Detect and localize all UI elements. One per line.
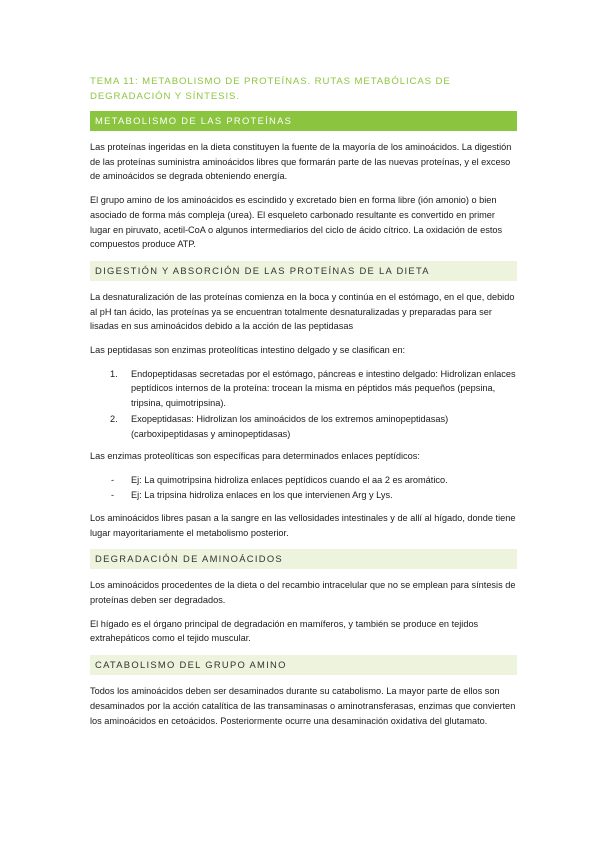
- document-title: TEMA 11: METABOLISMO DE PROTEÍNAS. RUTAS METABÓLICAS DE DEGRADACIÓN Y SÍNTESIS.: [90, 76, 451, 102]
- list-dash: -: [111, 474, 115, 485]
- list-item: [110, 412, 517, 441]
- dash-list: [90, 473, 517, 503]
- section-heading-metabolismo: METABOLISMO DE LAS PROTEÍNAS: [90, 111, 517, 131]
- numbered-list: [90, 367, 517, 442]
- paragraph: El grupo amino de los aminoácidos es escindido y excretado bien en forma libre (ión amonio) o bien asociado de forma más compleja (urea). El esqueleto carbonado resultante es convertido en primer lugar en piruvato, acetil-CoA o algunos intermediarios del ciclo de ácido cítrico. La oxidación de estos compuestos produce ATP.: [90, 195, 503, 250]
- paragraph: Todos los aminoácidos deben ser desaminados durante su catabolismo. La mayor parte de ellos son desaminados por la acción catalítica de las transaminasas o aminotransferasas, enzimas que convierten los aminoácidos en cetoácidos. Posteriormente ocurre una desaminación oxidativa del glutamato.: [90, 686, 516, 726]
- paragraph: Las peptidasas son enzimas proteolíticas intestino delgado y se clasifican en:: [90, 345, 406, 356]
- list-item-text: Exopeptidasas: Hidrolizan los aminoácidos de los extremos aminopeptidasas) (carboxipeptidasas y aminopeptidasas): [131, 413, 449, 439]
- list-item: [110, 473, 517, 488]
- list-item: [110, 488, 517, 503]
- list-number: 1.: [110, 368, 118, 379]
- list-item-text: Ej: La tripsina hidroliza enlaces en los que intervienen Arg y Lys.: [131, 489, 393, 500]
- paragraph: Las enzimas proteolíticas son específicas para determinados enlaces peptídicos:: [90, 451, 420, 462]
- paragraph: Los aminoácidos libres pasan a la sangre en las vellosidades intestinales y de allí al hígado, donde tiene lugar mayoritariamente el metabolismo posterior.: [90, 512, 516, 538]
- list-item-text: Endopeptidasas secretadas por el estómago, páncreas e intestino delgado: Hidrolizan enlaces peptídicos internos de la proteína: trocean la misma en péptidos más pequeños (pepsina, tripsina, quimotripsina).: [131, 368, 516, 409]
- list-item-text: Ej: La quimotripsina hidroliza enlaces peptídicos cuando el aa 2 es aromático.: [131, 474, 448, 485]
- list-dash: -: [111, 489, 115, 500]
- paragraph: Los aminoácidos procedentes de la dieta o del recambio intracelular que no se emplean para síntesis de proteínas deben ser degradados.: [90, 580, 516, 606]
- section-heading-degradacion: DEGRADACIÓN DE AMINOÁCIDOS: [90, 549, 517, 569]
- list-number: 2.: [110, 413, 118, 424]
- paragraph: La desnaturalización de las proteínas comienza en la boca y continúa en el estómago, en el que, debido al pH tan ácido, las proteínas ya se encuentran totalmente desnaturalizadas y preparadas para ser lisadas en sus aminoácidos debido a la acción de las peptidasas: [90, 291, 515, 332]
- section-heading-digestion: DIGESTIÓN Y ABSORCIÓN DE LAS PROTEÍNAS DE LA DIETA: [90, 261, 517, 281]
- section-heading-catabolismo: CATABOLISMO DEL GRUPO AMINO: [90, 655, 517, 675]
- paragraph: Las proteínas ingeridas en la dieta constituyen la fuente de la mayoría de los aminoácidos. La digestión de las proteínas suministra aminoácidos libres que formarán parte de las nuevas proteínas, y el exceso de aminoácidos se degrada obteniendo energía.: [90, 142, 512, 182]
- paragraph: El hígado es el órgano principal de degradación en mamíferos, y también se produce en tejidos extrahepáticos como el tejido muscular.: [90, 618, 479, 644]
- list-item: [110, 367, 517, 411]
